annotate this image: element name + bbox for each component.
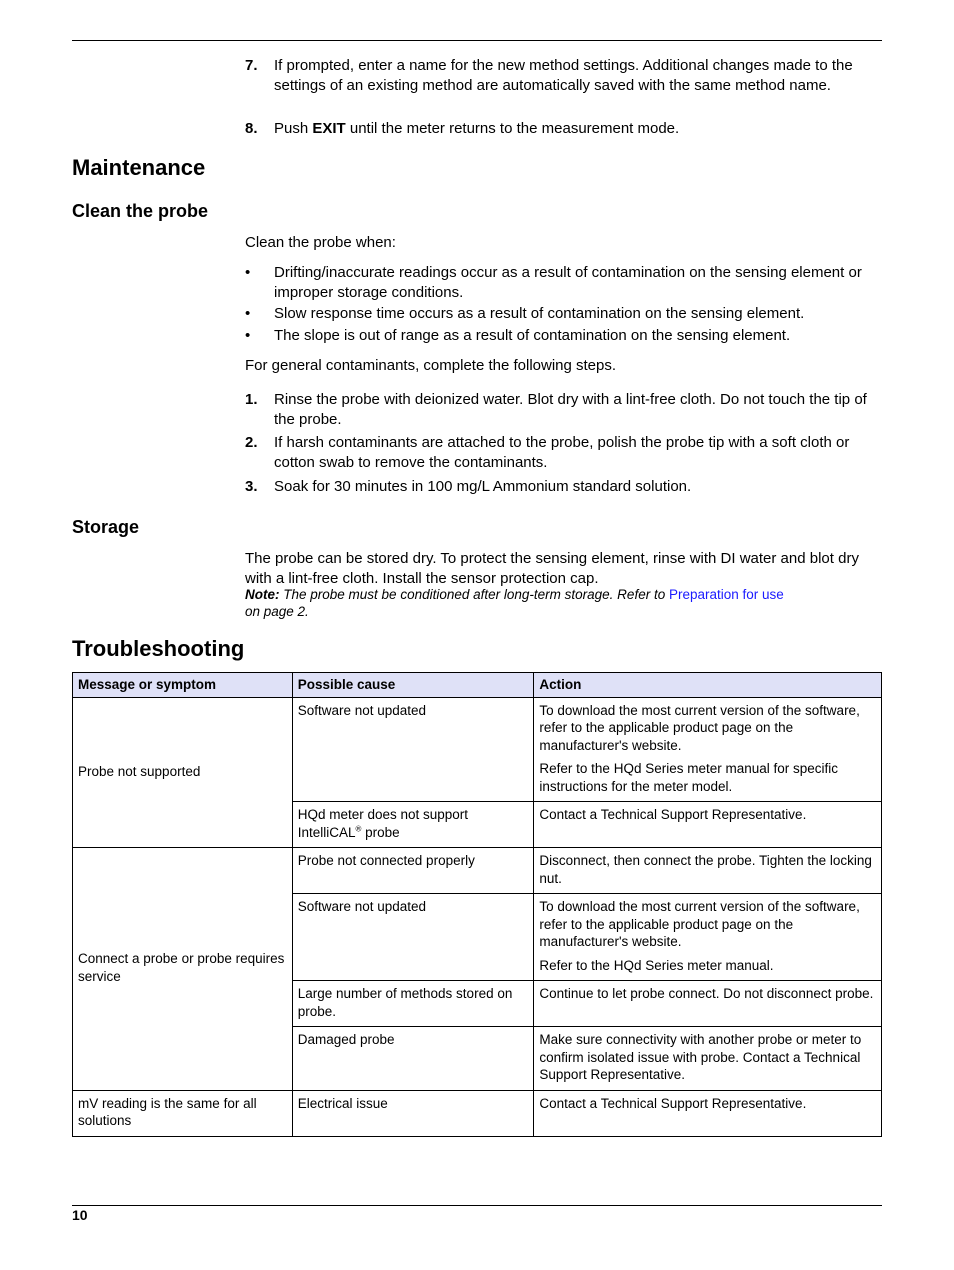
registered-mark: ® — [355, 824, 362, 833]
step-number: 1. — [245, 391, 258, 408]
storage-text: The probe can be stored dry. To protect the sensing element, rinse with DI water and blot dry with a lint-free cloth. Install the sensor protection cap. — [245, 550, 859, 587]
page-number: 10 — [72, 1207, 88, 1223]
action-cell: Continue to let probe connect. Do not disconnect probe. — [534, 981, 882, 1027]
preparation-link[interactable]: Preparation for use — [668, 587, 784, 602]
note-label: Note: — [245, 587, 280, 602]
step-number: 8. — [245, 120, 258, 137]
bullet-marker: • — [245, 305, 251, 322]
action-cell: To download the most current version of the software, refer to the applicable product page on the manufacturer's website. Refer to the HQd Series meter manual. — [534, 894, 882, 981]
bullet-item: Drifting/inaccurate readings occur as a result of contamination on the sensing element or improper storage conditions. — [274, 264, 862, 301]
exit-key-label: EXIT — [312, 120, 346, 137]
cause-cell: Large number of methods stored on probe. — [292, 981, 534, 1027]
symptom-cell: Probe not supported — [73, 697, 293, 848]
footer-rule — [72, 1205, 882, 1206]
bullet-item: The slope is out of range as a result of contamination on the sensing element. — [274, 327, 791, 344]
cause-cell: Software not updated — [292, 697, 534, 802]
storage-heading: Storage — [72, 517, 140, 537]
clean-intro: Clean the probe when: — [245, 234, 396, 251]
symptom-cell: Connect a probe or probe requires service — [73, 848, 293, 1091]
action-cell: To download the most current version of the software, refer to the applicable product page on the manufacturer's website. Refer to the HQd Series meter manual for specific instructions for the meter model. — [534, 697, 882, 802]
column-header: Action — [534, 673, 882, 698]
cause-cell: HQd meter does not support IntelliCAL® probe — [292, 802, 534, 848]
table-row — [73, 848, 882, 894]
table-row — [73, 697, 882, 802]
action-cell: Make sure connectivity with another probe or meter to confirm isolated issue with probe. Contact a Technical Support Representative. — [534, 1027, 882, 1091]
step-number: 7. — [245, 57, 258, 74]
action-cell: Contact a Technical Support Representative. — [534, 1090, 882, 1136]
action-cell: Contact a Technical Support Representative. — [534, 802, 882, 848]
table-header-row — [73, 673, 882, 698]
troubleshooting-table — [72, 672, 882, 1137]
cause-cell: Probe not connected properly — [292, 848, 534, 894]
bullet-item: Slow response time occurs as a result of contamination on the sensing element. — [274, 305, 805, 322]
column-header: Message or symptom — [73, 673, 293, 698]
bullet-marker: • — [245, 327, 251, 344]
step-number: 2. — [245, 434, 258, 451]
steps-intro: For general contaminants, complete the following steps. — [245, 357, 617, 374]
step-text: Push EXIT until the meter returns to the measurement mode. — [274, 120, 680, 137]
action-cell: Disconnect, then connect the probe. Tighten the locking nut. — [534, 848, 882, 894]
header-rule — [72, 40, 882, 41]
column-header: Possible cause — [292, 673, 534, 698]
cause-cell: Damaged probe — [292, 1027, 534, 1091]
bullet-marker: • — [245, 264, 251, 281]
symptom-cell: mV reading is the same for all solutions — [73, 1090, 293, 1136]
step-text: If prompted, enter a name for the new method settings. Additional changes made to the settings of an existing method are automatically saved with the same method name. — [274, 57, 853, 94]
cause-cell: Electrical issue — [292, 1090, 534, 1136]
storage-note: Note: The probe must be conditioned after long-term storage. Refer to Preparation for use on page 2. — [245, 587, 784, 619]
clean-probe-heading: Clean the probe — [72, 201, 209, 221]
step-number: 3. — [245, 478, 258, 495]
troubleshooting-heading: Troubleshooting — [72, 636, 245, 661]
step-text: Soak for 30 minutes in 100 mg/L Ammonium standard solution. — [274, 478, 692, 495]
step-text: Rinse the probe with deionized water. Blot dry with a lint-free cloth. Do not touch the tip of the probe. — [274, 391, 867, 428]
step-text: If harsh contaminants are attached to the probe, polish the probe tip with a soft cloth or cotton swab to remove the contaminants. — [274, 434, 850, 471]
cause-cell: Software not updated — [292, 894, 534, 981]
maintenance-heading: Maintenance — [72, 155, 206, 180]
table-row — [73, 1090, 882, 1136]
